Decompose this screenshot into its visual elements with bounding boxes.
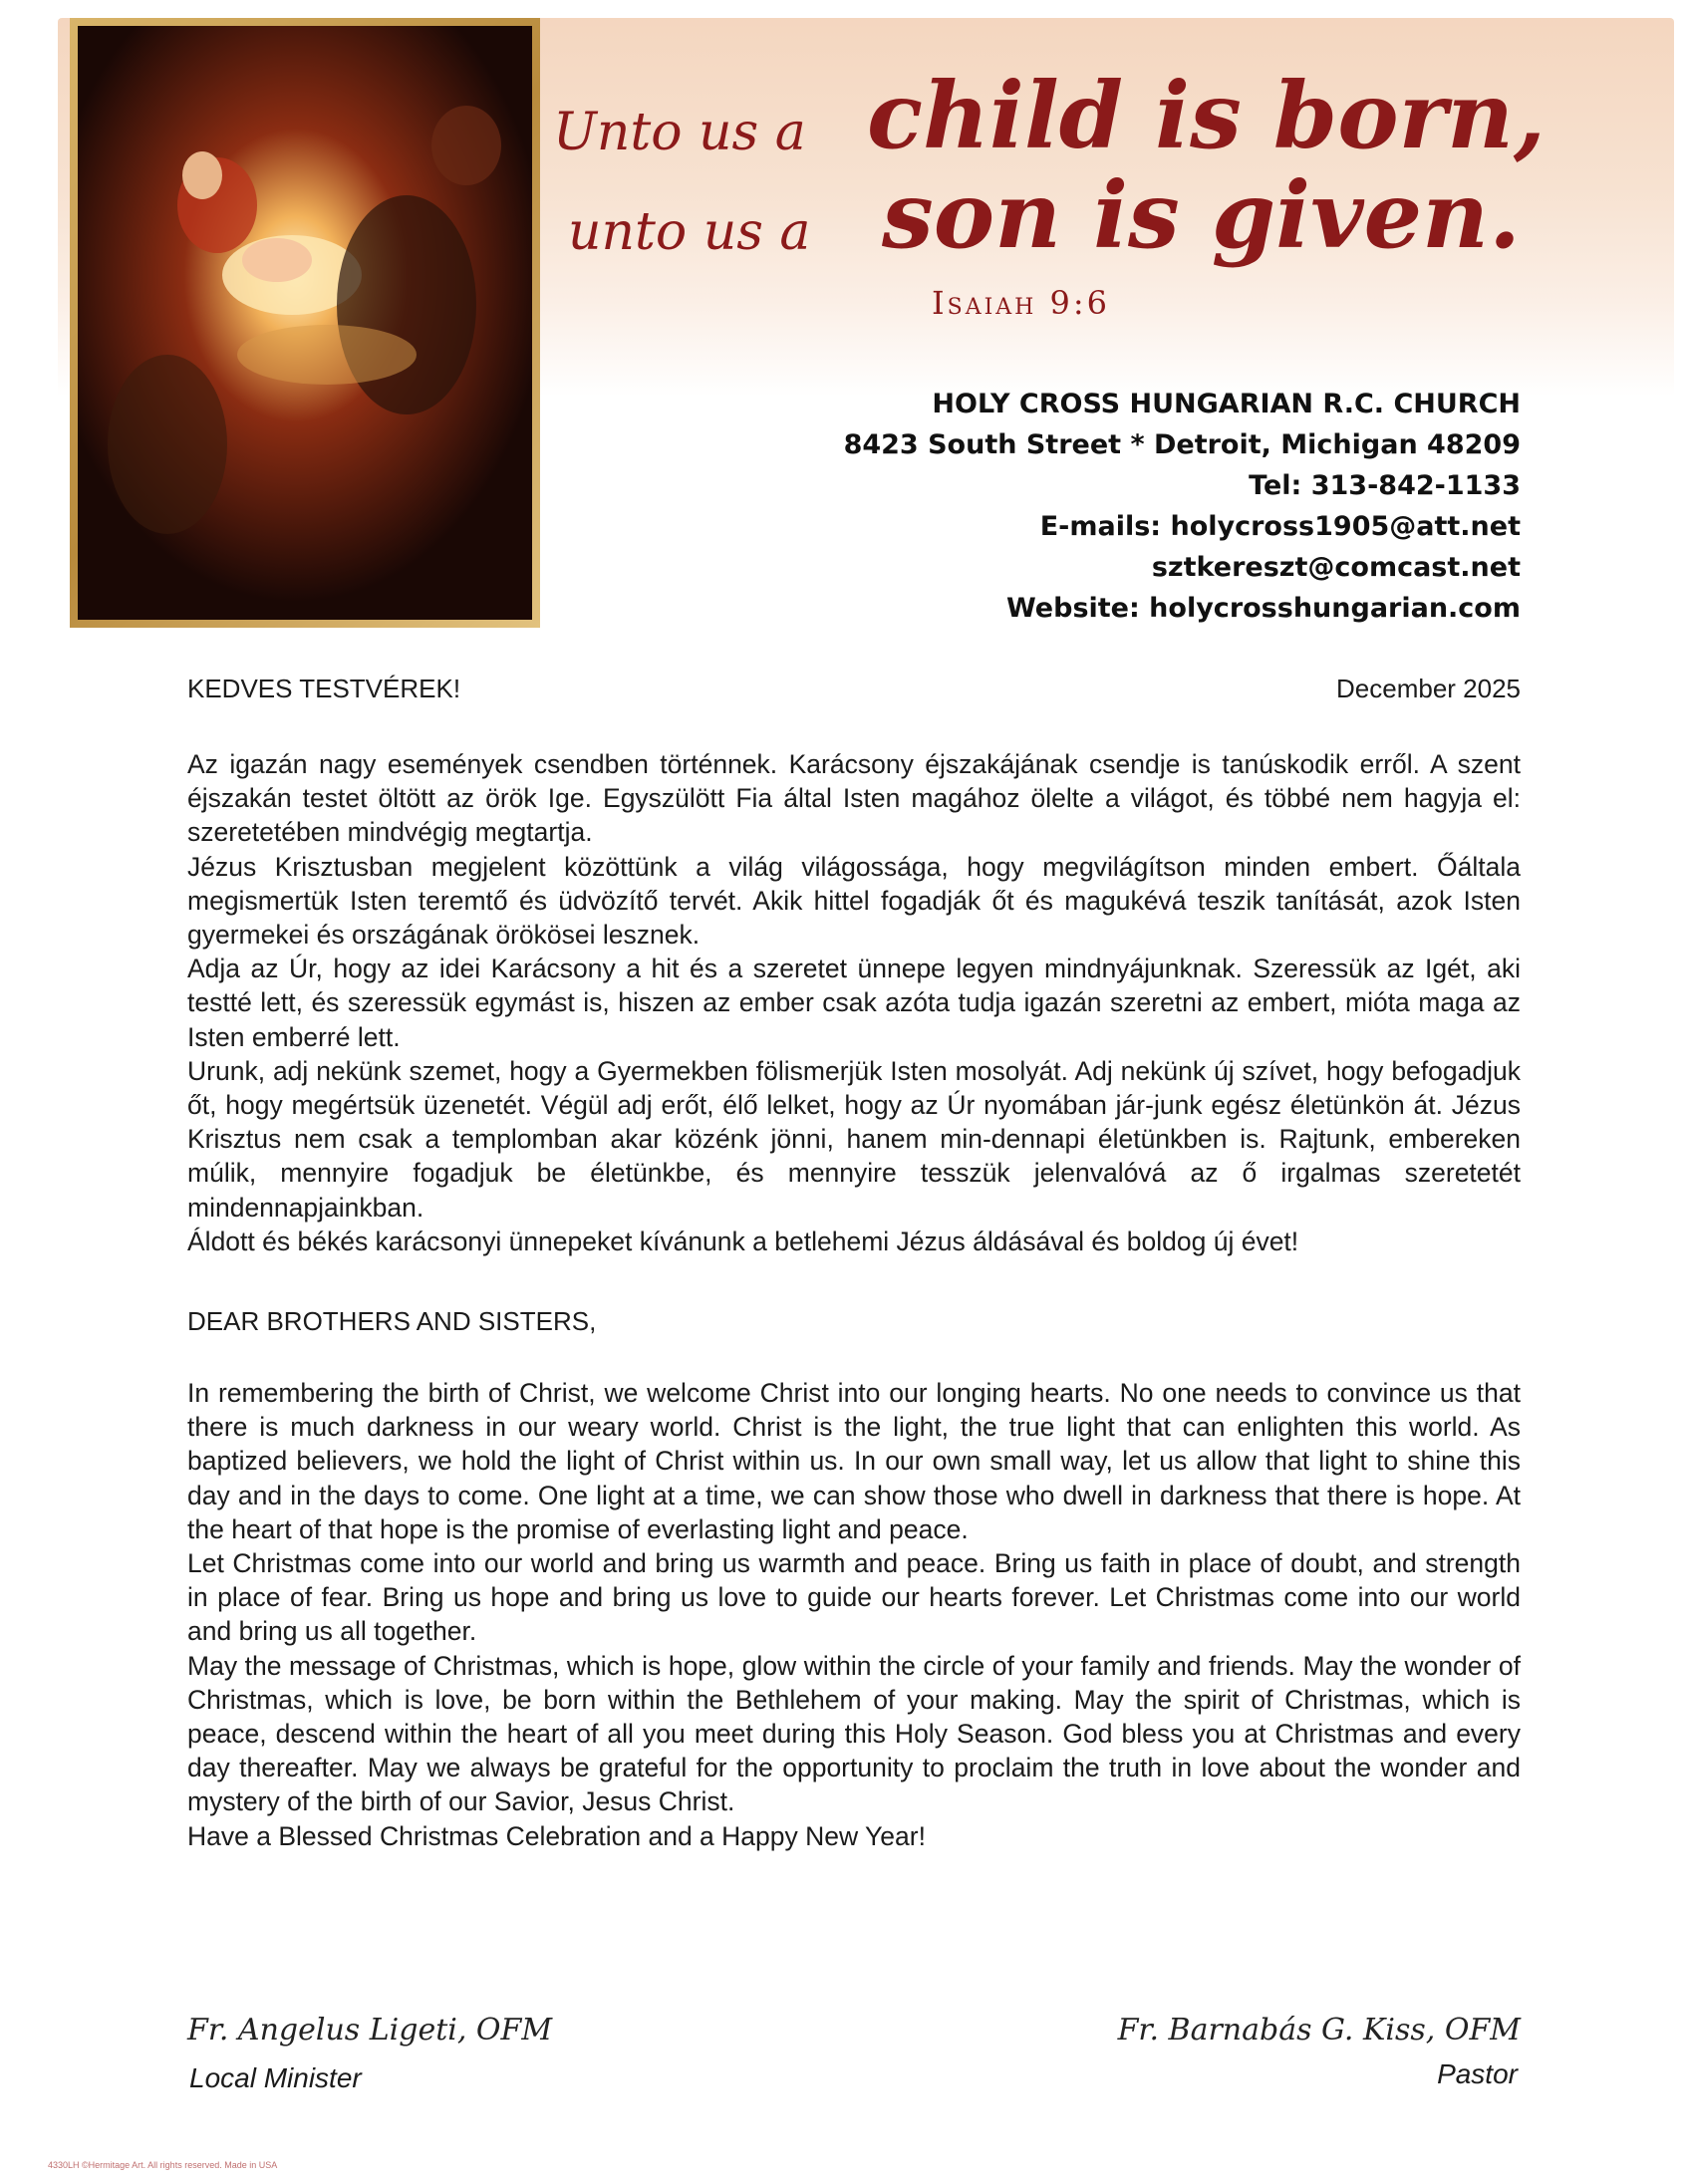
- church-name: HOLY CROSS HUNGARIAN R.C. CHURCH: [932, 389, 1521, 419]
- paragraph: Urunk, adj nekünk szemet, hogy a Gyermekben fölismerjük Isten mosolyát. Adj nekünk új szívet, hogy befogadjuk őt, hogy megértsük üzenetét. Végül adj erőt, élő lelket, hogy az Úr nyomában jár-junk egész életünkön át. Jézus Krisztus nem csak a templomban akar közénk jönni, hanem min-dennapi életünkben is. Rajtunk, embereken múlik, mennyire fogadjuk be életünkbe, és mennyire tesszük jelenvalóvá az ő irgalmas szeretetét mindennapjainkban.: [187, 1055, 1521, 1223]
- church-phone: Tel: 313-842-1133: [1249, 470, 1521, 501]
- paragraph: May the message of Christmas, which is hope, glow within the circle of your family and friends. May the wonder of Christmas, which is love, be born within the Bethlehem of your making. May the spirit of Christmas, which is peace, descend within the heart of all you meet during this Holy Season. God bless you at Christmas and every day thereafter. May we always be grateful for the opportunity to proclaim the truth in love about the wonder and mystery of the birth of our Savior, Jesus Christ.: [187, 1650, 1521, 1817]
- church-website[interactable]: Website: holycrosshungarian.com: [1005, 593, 1521, 624]
- hungarian-letter-body: [187, 747, 1521, 1258]
- letter-date: December 2025: [1336, 674, 1521, 703]
- paragraph: Áldott és békés karácsonyi ünnepeket kívánunk a betlehemi Jézus áldásával és boldog új évet!: [187, 1226, 1299, 1256]
- greeting-english: DEAR BROTHERS AND SISTERS,: [187, 1306, 597, 1336]
- verse-line2-small: unto us a: [568, 202, 811, 262]
- verse-line1-small: Unto us a: [553, 103, 806, 162]
- greeting-hungarian: KEDVES TESTVÉREK!: [187, 674, 461, 703]
- paragraph: Az igazán nagy események csendben történnek. Karácsony éjszakájának csendje is tanúskodik erről. A szent éjszakán testet öltött az örök Ige. Egyszülött Fia által Isten magához ölelte a világot, és többé nem hagyja el: szeretetében mindvégig megtartja.: [187, 749, 1521, 848]
- paragraph: Have a Blessed Christmas Celebration and a Happy New Year!: [187, 1820, 926, 1851]
- paragraph: Adja az Úr, hogy az idei Karácsony a hit és a szeretet ünnepe legyen mindnyájunknak. Szeressük az Igét, aki testté lett, és szeressük egymást is, hiszen az ember csak azóta tudja igazán szeretni az embert, mióta maga az Isten emberré lett.: [187, 954, 1521, 1052]
- nativity-painting: [78, 26, 532, 620]
- nativity-painting-frame: [70, 18, 540, 628]
- signature-right: Fr. Barnabás G. Kiss, OFM: [1117, 2013, 1521, 2048]
- paragraph: Let Christmas come into our world and bring us warmth and peace. Bring us faith in place of doubt, and strength in place of fear. Bring us hope and bring us love to guide our hearts forever. Let Christmas come into our world and bring us all together.: [187, 1548, 1521, 1647]
- church-address: 8423 South Street * Detroit, Michigan 48209: [843, 429, 1521, 460]
- english-letter-body: [187, 1376, 1521, 1853]
- copyright-footer: 4330LH ©Hermitage Art. All rights reserved. Made in USA: [48, 2160, 278, 2170]
- verse-reference: Isaiah 9:6: [932, 284, 1111, 322]
- role-left: Local Minister: [189, 2062, 362, 2093]
- scripture-verse: [543, 40, 1669, 329]
- church-email-2[interactable]: sztkereszt@comcast.net: [1151, 552, 1521, 583]
- church-email-1[interactable]: E-mails: holycross1905@att.net: [1039, 511, 1521, 542]
- church-contact-block: [844, 384, 1521, 629]
- role-right: Pastor: [1437, 2058, 1518, 2089]
- verse-line1-script: child is born,: [867, 62, 1546, 169]
- verse-line2-script: son is given.: [882, 161, 1522, 269]
- signature-left: Fr. Angelus Ligeti, OFM: [187, 2013, 553, 2048]
- greeting-row: [187, 674, 1521, 709]
- paragraph: In remembering the birth of Christ, we welcome Christ into our longing hearts. No one needs to convince us that there is much darkness in our weary world. Christ is the light, the true light that can enlighten this world. As baptized believers, we hold the light of Christ within us. In our own small way, let us allow that light to shine this day and in the days to come. One light at a time, we can show those who dwell in darkness that there is hope. At the heart of that hope is the promise of everlasting light and peace.: [187, 1378, 1521, 1544]
- paragraph: Jézus Krisztusban megjelent közöttünk a világ világossága, hogy megvilágítson minden embert. Őáltala megismertük Isten teremtő és üdvözítő tervét. Akik hittel fogadják őt és magukévá teszik tanítását, azok Isten gyermekei és országának örökösei lesznek.: [187, 851, 1521, 951]
